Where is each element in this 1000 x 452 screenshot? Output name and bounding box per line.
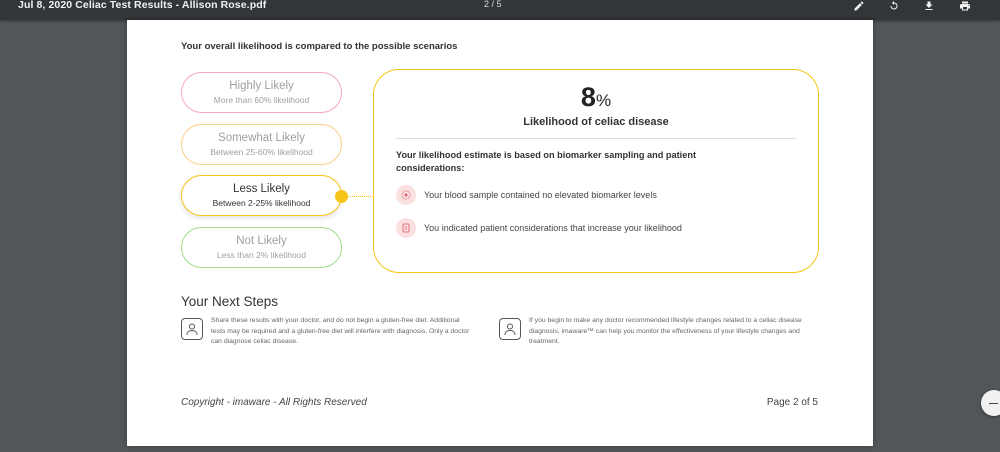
next-steps-title: Your Next Steps [181,294,279,309]
scenario-somewhat-likely [181,124,342,165]
rotate-icon [888,0,900,12]
scenario-not-likely [181,227,342,268]
scenario-highly-likely [181,72,342,113]
scenario-title: Less Likely [233,183,290,195]
scenario-subtitle: Between 2-25% likelihood [212,198,311,208]
connector-dot [335,190,348,203]
doctor-icon [499,318,521,340]
likelihood-value: 8 [580,82,596,112]
copyright: Copyright - imaware - All Rights Reserved [181,397,367,408]
divider [396,138,796,139]
scenario-subtitle: More than 60% likelihood [213,95,310,105]
likelihood-label: Likelihood of celiac disease [523,116,669,128]
rotate-button[interactable] [886,0,902,12]
reason-text: Your blood sample contained no elevated biomarker levels [424,190,657,200]
next-step-item [181,316,471,348]
annotate-button[interactable] [851,0,867,12]
pencil-icon [853,0,865,12]
scenario-title: Not Likely [236,235,287,247]
reason-item [396,185,657,205]
scenario-subtitle: Less than 2% likelihood [216,250,307,260]
pdf-page [127,20,873,446]
reason-text: You indicated patient considerations that increase your likelihood [424,223,682,233]
connector-line [348,196,373,197]
likelihood-percent [374,82,818,113]
reason-item [396,218,682,238]
scenario-subtitle: Between 25-60% likelihood [210,147,313,157]
next-step-text: Share these results with your doctor, and do not begin a gluten-free diet. Additional tests may be required and a gluten-free diet will interfere with diagnosis. Only a doctor can diagnose celiac disease. [211,317,470,345]
result-card [373,69,819,273]
print-button[interactable] [957,0,973,12]
next-step-item [499,316,819,348]
page-number: Page 2 of 5 [766,397,818,408]
blood-cell-icon [396,185,416,205]
scenario-title: Somewhat Likely [218,132,305,144]
percent-symbol: % [595,91,612,110]
print-icon [959,0,971,12]
download-button[interactable] [921,0,937,12]
scenario-less-likely [181,175,342,216]
intro-text: Your overall likelihood is compared to the possible scenarios [181,41,458,52]
next-step-text: If you begin to make any doctor recommended lifestyle changes related to a celiac disease diagnosis, imaware™ can help you monitor the effectiveness of your lifestyle changes and treatment. [529,317,802,345]
pdf-toolbar [0,0,1000,20]
doctor-icon [181,318,203,340]
page-counter: 2 / 5 [484,0,502,9]
clipboard-icon [396,218,416,238]
zoom-out-icon [989,403,998,404]
scenario-title: Highly Likely [229,80,294,92]
download-icon [923,0,935,12]
estimate-heading: Your likelihood estimate is based on biomarker sampling and patient considerations: [396,150,697,173]
zoom-out-button[interactable] [981,390,1000,416]
document-title: Jul 8, 2020 Celiac Test Results - Allison Rose.pdf [18,0,267,11]
